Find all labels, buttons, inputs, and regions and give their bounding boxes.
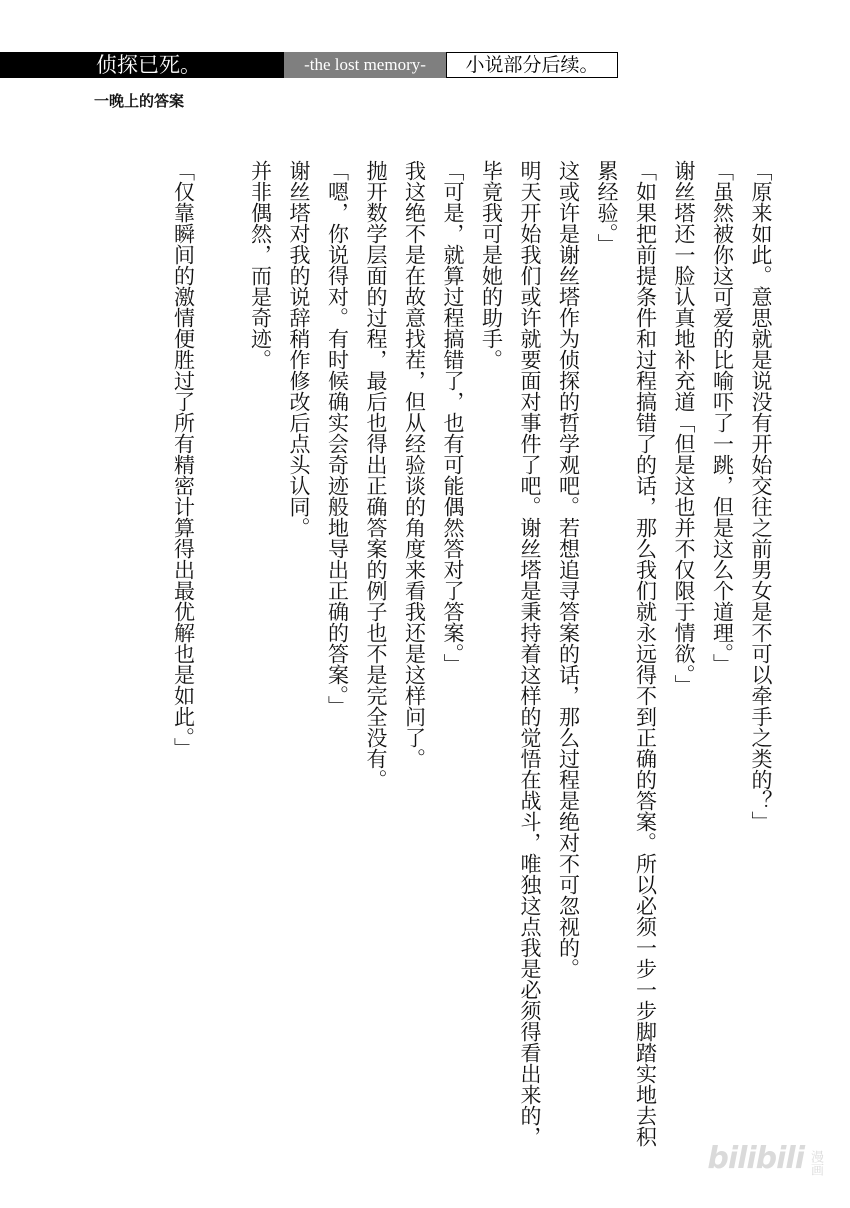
paragraph: 并非偶然，而是奇迹。 — [248, 160, 273, 370]
paragraph: 「嗯，你说得对。有时候确实会奇迹般地导出正确的答案。」 — [325, 160, 350, 717]
paragraph: 「仅靠瞬间的激情便胜过了所有精密计算得出最优解也是如此。」 — [171, 160, 196, 759]
paragraph: 谢丝塔对我的说辞稍作修改后点头认同。 — [287, 160, 311, 538]
paragraph: 我这绝不是在故意找茬，但从经验谈的角度来看我还是这样问了。 — [402, 160, 427, 769]
bilibili-logo: bilibili — [707, 1141, 804, 1176]
paragraph: 「虽然被你这可爱的比喻吓了一跳，但是这么个道理。」 — [710, 160, 735, 675]
chapter-title: 一晚上的答案 — [94, 92, 185, 110]
watermark-tag: 漫画 — [808, 1150, 823, 1176]
paragraph: 抛开数学层面的过程，最后也得出正确答案的例子也不是完全没有。 — [364, 160, 388, 790]
book-title: 侦探已死。 — [0, 52, 284, 78]
paragraph: 谢丝塔还一脸认真地补充道「但是这也并不仅限于情欲。」 — [672, 160, 696, 696]
section-tag: 小说部分后续。 — [446, 52, 618, 78]
body-text — [164, 160, 780, 1160]
header-bar — [0, 52, 618, 78]
paragraph: 「原来如此。意思就是说没有开始交往之前男女是不可以牵手之类的？」 — [749, 160, 773, 832]
paragraph-spacer — [203, 160, 242, 170]
watermark — [707, 1141, 822, 1176]
book-subtitle: -the lost memory- — [284, 52, 446, 78]
paragraph: 「可是，就算过程搞错了，也有可能偶然答对了答案。」 — [441, 160, 465, 675]
paragraph: 这或许是谢丝塔作为侦探的哲学观吧。若想追寻答案的话，那么过程是绝对不可忽视的。 — [556, 160, 581, 979]
paragraph: 「如果把前提条件和过程搞错了的话，那么我们就永远得不到正确的答案。所以必须一步一步脚踏实地去积累经验。」 — [595, 160, 658, 1147]
paragraph: 明天开始我们或许就要面对事件了吧。谢丝塔是秉持着这样的觉悟在战斗，唯独这点我是必须得看出来的，毕竟我可是她的助手。 — [479, 160, 542, 1147]
